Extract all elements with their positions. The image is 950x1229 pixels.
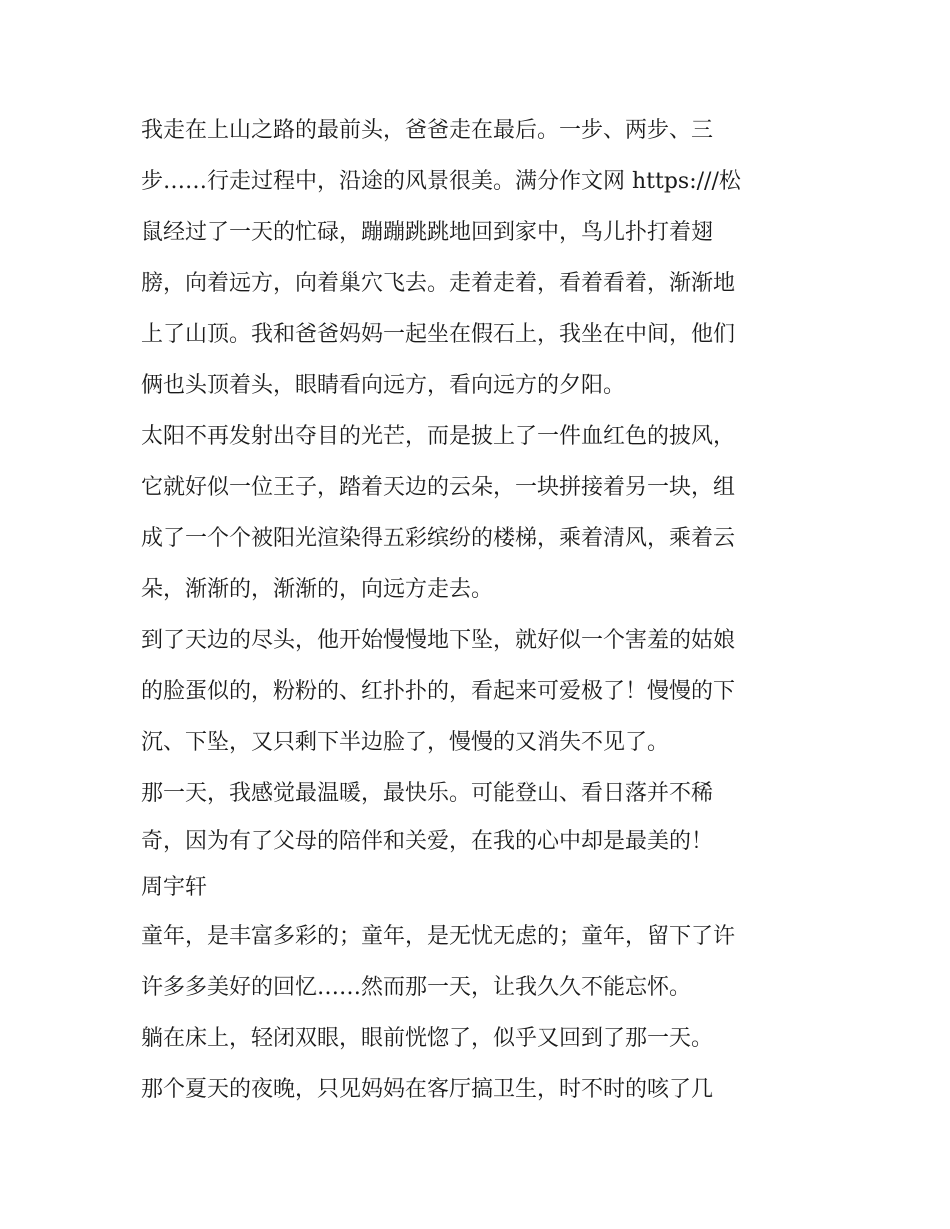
text-line: 许多多美好的回忆……然而那一天，让我久久不能忘怀。: [141, 975, 692, 1000]
text-line: 我走在上山之路的最前头，爸爸走在最后。一步、两步、三: [141, 118, 714, 143]
text-line: 上了山顶。我和爸爸妈妈一起坐在假石上，我坐在中间，他们: [141, 322, 736, 347]
text-line: 朵，渐渐的，渐渐的，向远方走去。: [141, 577, 494, 602]
text-line: 它就好似一位王子，踏着天边的云朵，一块拼接着另一块，组: [141, 475, 736, 500]
text-line: 到了天边的尽头，他开始慢慢地下坠，就好似一个害羞的姑娘: [141, 628, 736, 653]
text-line: 膀，向着远方，向着巢穴飞去。走着走着，看着看着，渐渐地: [141, 271, 736, 296]
text-line: 俩也头顶着头，眼睛看向远方，看向远方的夕阳。: [141, 373, 626, 398]
essay-text: [141, 105, 821, 1115]
author-name: 周宇轩: [141, 875, 208, 900]
text-line: 成了一个个被阳光渲染得五彩缤纷的楼梯，乘着清风，乘着云: [141, 526, 736, 551]
text-line: 鼠经过了一天的忙碌，蹦蹦跳跳地回到家中，鸟儿扑打着翅: [141, 220, 714, 245]
text-line: 那一天，我感觉最温暖，最快乐。可能登山、看日落并不稀: [141, 781, 714, 806]
text-line: 步……行走过程中，沿途的风景很美。满分作文网 https:///松: [141, 169, 741, 194]
text-line: 太阳不再发射出夺目的光芒，而是披上了一件血红色的披风，: [141, 424, 736, 449]
text-line: 那个夏天的夜晚，只见妈妈在客厅搞卫生，时不时的咳了几: [141, 1077, 714, 1102]
text-line: 沉、下坠，又只剩下半边脸了，慢慢的又消失不见了。: [141, 730, 670, 755]
text-line: 童年，是丰富多彩的；童年，是无忧无虑的；童年，留下了许: [141, 924, 736, 949]
text-line: 奇，因为有了父母的陪伴和关爱，在我的心中却是最美的！: [141, 829, 714, 854]
text-line: 的脸蛋似的，粉粉的、红扑扑的，看起来可爱极了！慢慢的下: [141, 679, 736, 704]
text-line: 躺在床上，轻闭双眼，眼前恍惚了，似乎又回到了那一天。: [141, 1026, 714, 1051]
